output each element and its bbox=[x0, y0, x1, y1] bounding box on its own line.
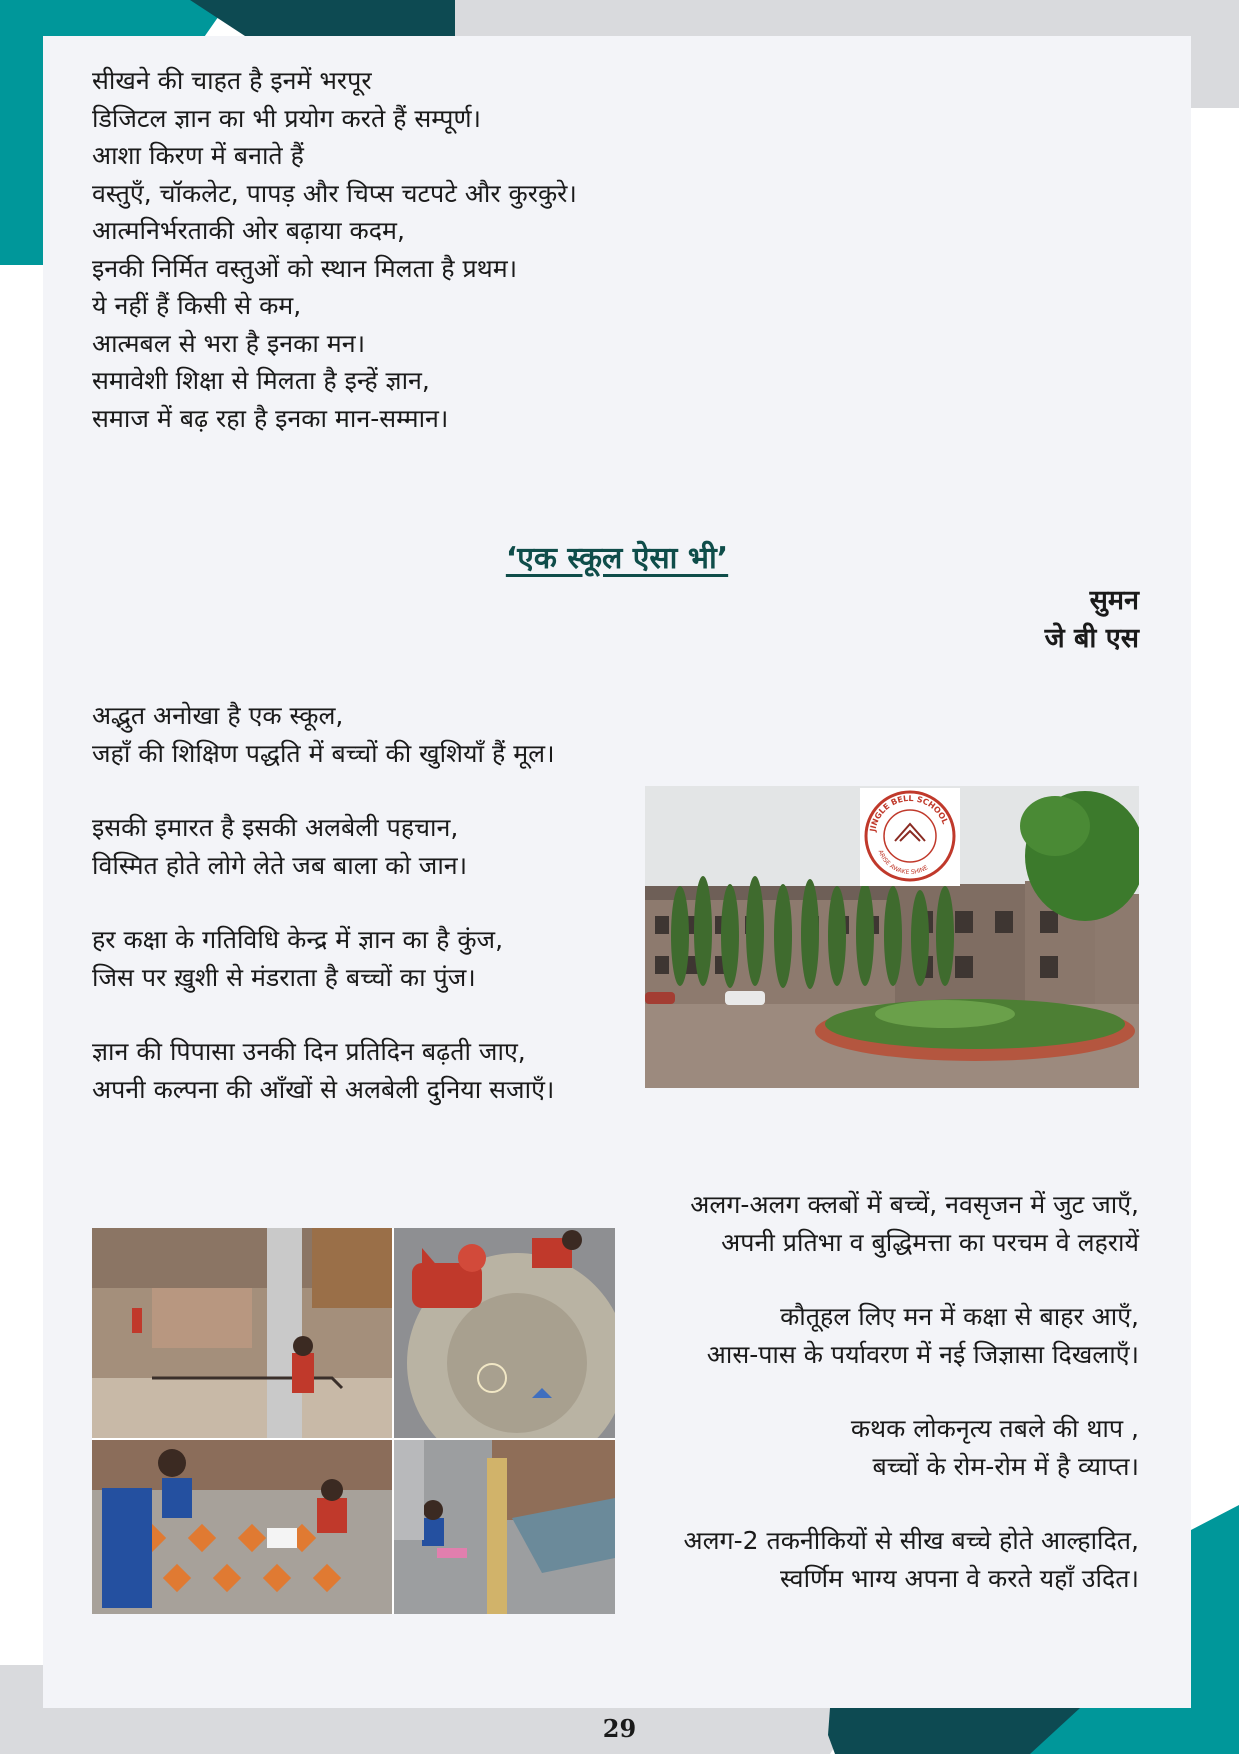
photo-floor-drawing bbox=[394, 1228, 615, 1473]
poem-line: जहाँ की शिक्षिण पद्धति में बच्चों की खुशियाँ हैं मूल। bbox=[92, 738, 555, 768]
logo-text-top: JINGLE BELL SCHOOL bbox=[868, 793, 950, 833]
poem-line: बच्चों के रोम-रोम में है व्याप्त। bbox=[872, 1451, 1139, 1481]
poem-line: डिजिटल ज्ञान का भी प्रयोग करते हैं सम्पूर्ण। bbox=[92, 103, 482, 133]
poem-line: आस-पास के पर्यावरण में नई जिज्ञासा दिखलाएँ। bbox=[706, 1339, 1139, 1369]
poem-line: अद्भुत अनोखा है एक स्कूल, bbox=[92, 701, 344, 730]
poem-line: कौतूहल लिए मन में कक्षा से बाहर आएँ, bbox=[780, 1302, 1139, 1331]
poem-line: समावेशी शिक्षा से मिलता है इन्हें ज्ञान, bbox=[92, 366, 430, 395]
poem-line: अलग-अलग क्लबों में बच्चें, नवसृजन में जुट जाएँ, bbox=[690, 1190, 1139, 1219]
school-building-photo bbox=[645, 786, 1139, 1088]
photo-corridor-child bbox=[92, 1228, 392, 1438]
poem-line: अपनी कल्पना की आँखों से अलबेली दुनिया सजाएँ। bbox=[92, 1074, 555, 1104]
author-block bbox=[1045, 582, 1139, 658]
poem-line: अपनी प्रतिभा व बुद्धिमत्ता का परचम वे लहरायें bbox=[721, 1227, 1139, 1257]
poem-line: आत्मबल से भरा है इनका मन। bbox=[92, 328, 366, 358]
poem-line: सीखने की चाहत है इनमें भरपूर bbox=[92, 66, 372, 95]
poem-line: वस्तुएँ, चॉकलेट, पापड़ और चिप्स चटपटे और कुरकुरे। bbox=[92, 178, 577, 208]
poem-line: हर कक्षा के गतिविधि केन्द्र में ज्ञान का है कुंज, bbox=[92, 925, 504, 954]
poem-line: आशा किरण में बनाते हैं bbox=[92, 141, 304, 170]
poem-line: स्वर्णिम भाग्य अपना वे करते यहाँ उदित। bbox=[779, 1563, 1139, 1593]
poem-title: ‘एक स्कूल ऐसा भी’ bbox=[505, 541, 729, 576]
page-number: 29 bbox=[602, 1714, 637, 1743]
poem-line: समाज में बढ़ रहा है इनका मान-सम्मान। bbox=[92, 403, 449, 433]
children-activities-collage bbox=[92, 1228, 615, 1614]
poem-line: कथक लोकनृत्य तबले की थाप , bbox=[850, 1414, 1139, 1443]
poem-2-left bbox=[92, 697, 555, 1108]
author-name: सुमन bbox=[1089, 585, 1139, 616]
poem-line: ये नहीं हैं किसी से कम, bbox=[92, 291, 302, 320]
poem-2-right bbox=[683, 1186, 1139, 1597]
poem-1 bbox=[92, 62, 577, 437]
poem-line: जिस पर ख़ुशी से मंडराता है बच्चों का पुंज। bbox=[92, 962, 476, 992]
poem-line: आत्मनिर्भरताकी ओर बढ़ाया कदम, bbox=[92, 216, 405, 245]
photo-child-wall bbox=[394, 1440, 615, 1614]
logo-text-bottom: ARISE AWAKE SHINE bbox=[876, 849, 930, 877]
poem-line: अलग-2 तकनीकियों से सीख बच्चे होते आल्हादित, bbox=[683, 1526, 1139, 1555]
photo-children-tiles bbox=[92, 1440, 392, 1614]
author-school: जे बी एस bbox=[1044, 623, 1139, 654]
poem-line: इनकी निर्मित वस्तुओं को स्थान मिलता है प्रथम। bbox=[92, 253, 518, 283]
poem-line: विस्मित होते लोगे लेते जब बाला को जान। bbox=[92, 850, 468, 880]
poem-line: इसकी इमारत है इसकी अलबेली पहचान, bbox=[92, 813, 459, 842]
poem-line: ज्ञान की पिपासा उनकी दिन प्रतिदिन बढ़ती जाए, bbox=[92, 1037, 526, 1066]
